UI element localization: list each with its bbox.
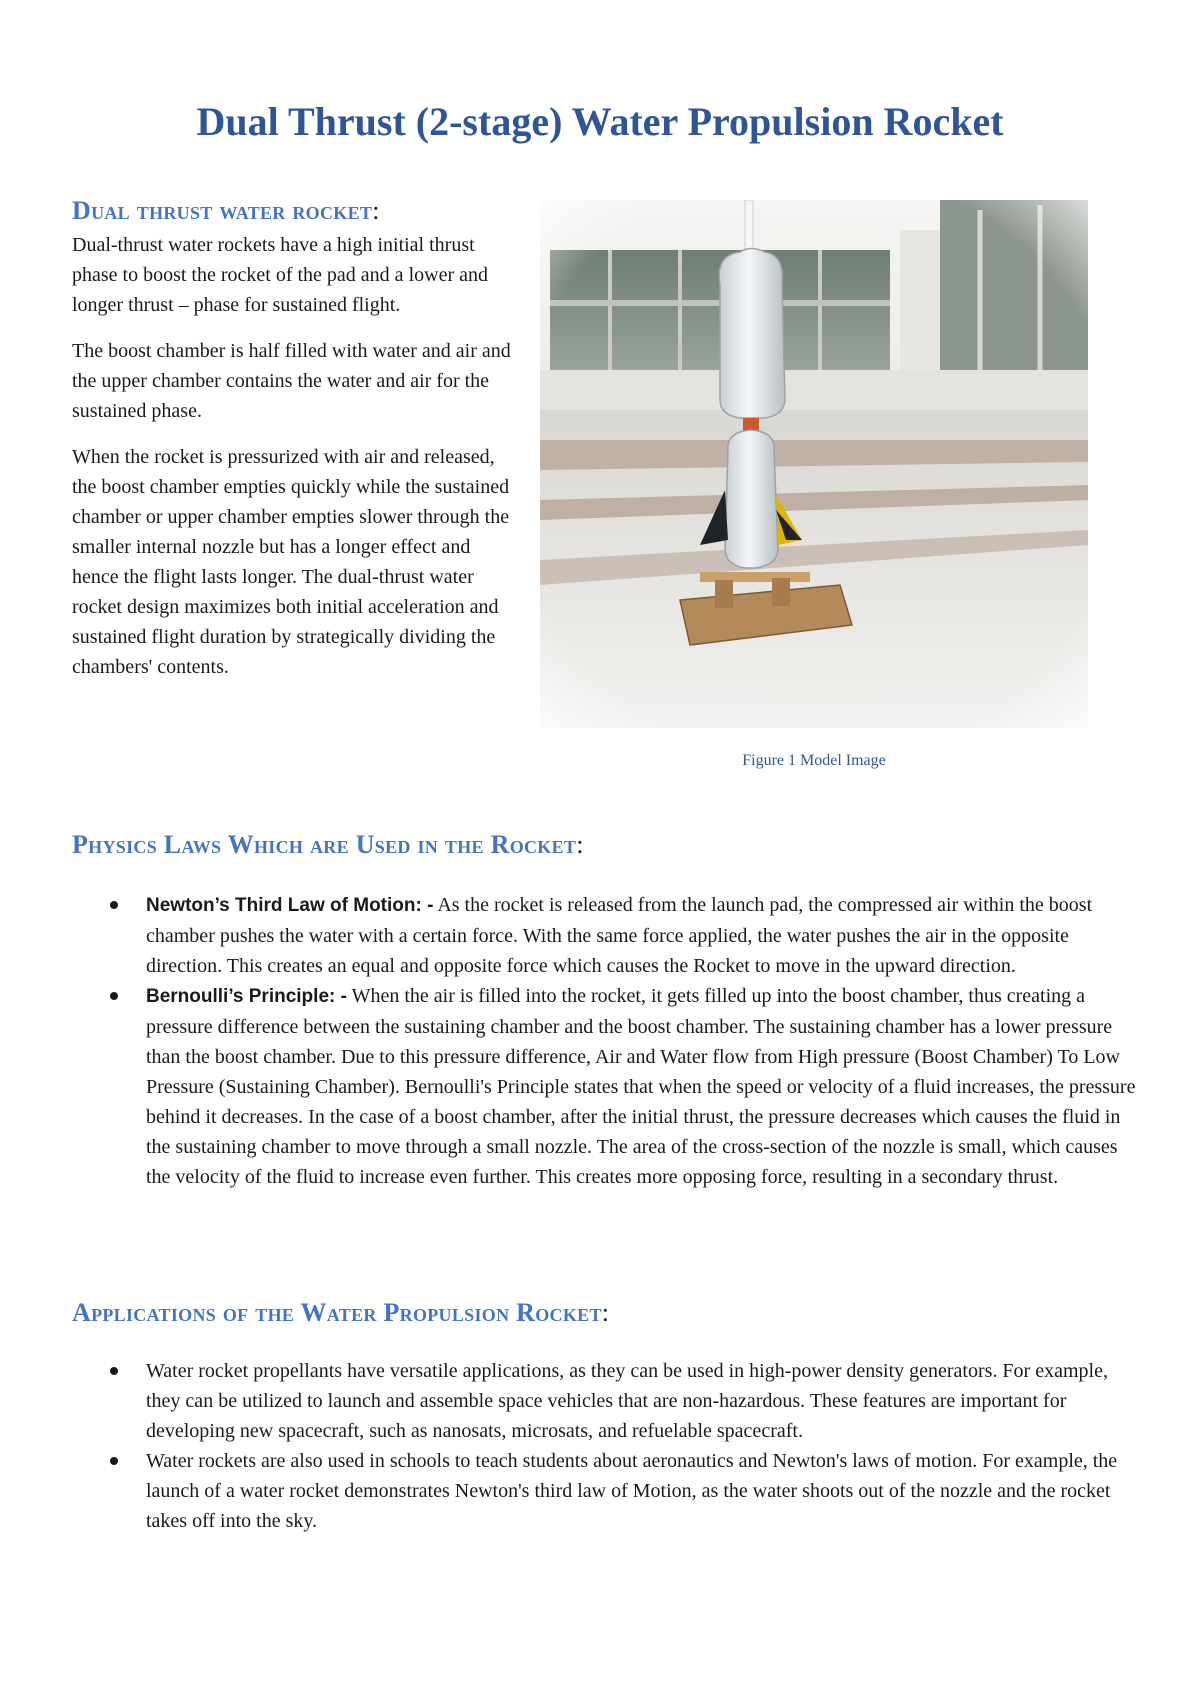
intro-heading-colon: : [372, 196, 380, 225]
physics-heading-text: Physics Laws Which are Used in the Rocket [72, 830, 577, 859]
applications-heading [72, 1298, 1138, 1328]
figure [540, 200, 1090, 769]
intro-heading [72, 196, 512, 226]
item-text: As the rocket is released from the launch pad, the compressed air within the boost chamber pushes the water with a certain force. With the same force applied, the water pushes the air in the opposite direction. This creates an equal and opposite force which causes the Rocket to move in the upward direction. [146, 894, 1093, 977]
intro-paragraph-3: When the rocket is pressurized with air and released, the boost chamber empties quickly while the sustained chamber or upper chamber empties slower through the smaller internal nozzle but has a longer effect and hence the flight lasts longer. The dual-thrust water rocket design maximizes both initial acceleration and sustained flight duration by strategically dividing the chambers' contents. [72, 446, 510, 678]
page-title: Dual Thrust (2-stage) Water Propulsion Rocket [196, 99, 1004, 144]
bullet-icon [110, 901, 118, 909]
physics-heading-colon: : [576, 830, 584, 859]
item-text: When the air is filled into the rocket, it gets filled up into the boost chamber, thus creating a pressure difference between the sustaining chamber and the boost chamber. The sustaining chamber has a lower pressure than the boost chamber. Due to this pressure difference, Air and Water flow from High pressure (Boost Chamber) To Low Pressure (Sustaining Chamber). Bernoulli's Principle states that when the speed or velocity of a fluid increases, the pressure behind it decreases. In the case of a boost chamber, after the initial thrust, the pressure decreases which causes the fluid in the sustaining chamber to move through a small nozzle. The area of the cross-section of the nozzle is small, which causes the velocity of the fluid to increase even further. This creates more opposing force, resulting in a secondary thrust. [146, 985, 1136, 1188]
applications-heading-text: Applications of the Water Propulsion Rocket [72, 1298, 602, 1327]
applications-section [72, 1298, 1138, 1536]
physics-section [72, 830, 1138, 1192]
term-label: Bernoulli’s Principle: - [146, 986, 347, 1007]
term-label: Newton’s Third Law of Motion: - [146, 895, 434, 916]
list-item [72, 1446, 1138, 1536]
figure-caption: Figure 1 Model Image [742, 752, 886, 769]
intro-paragraph-1: Dual-thrust water rockets have a high initial thrust phase to boost the rocket of the pad and a lower and longer thrust – phase for sustained flight. [72, 234, 488, 316]
applications-heading-colon: : [601, 1298, 610, 1327]
list-item [72, 981, 1138, 1192]
bullet-icon [110, 1367, 118, 1375]
list-item [72, 1356, 1138, 1446]
item-text: Water rockets are also used in schools to teach students about aeronautics and Newton's laws of motion. For example, the launch of a water rocket demonstrates Newton's third law of Motion, as the water shoots out of the nozzle and the rocket takes off into the sky. [146, 1450, 1118, 1532]
list-item [72, 890, 1138, 981]
rocket-model-photo [540, 200, 1088, 728]
physics-heading [72, 830, 1138, 860]
intro-heading-text: Dual thrust water rocket [72, 196, 373, 225]
intro-paragraph-2: The boost chamber is half filled with water and air and the upper chamber contains the water and air for the sustained phase. [72, 340, 511, 422]
bullet-icon [110, 1457, 118, 1465]
applications-list [72, 1356, 1138, 1536]
physics-list [72, 890, 1138, 1192]
bullet-icon [110, 992, 118, 1000]
rocket-model-illustration [540, 200, 1088, 728]
intro-section [72, 196, 512, 698]
item-text: Water rocket propellants have versatile applications, as they can be used in high-power density generators. For example, they can be utilized to launch and assemble space vehicles that are non-hazardous. These features are important for developing new spacecraft, such as nanosats, microsats, and refuelable spacecraft. [146, 1360, 1108, 1442]
